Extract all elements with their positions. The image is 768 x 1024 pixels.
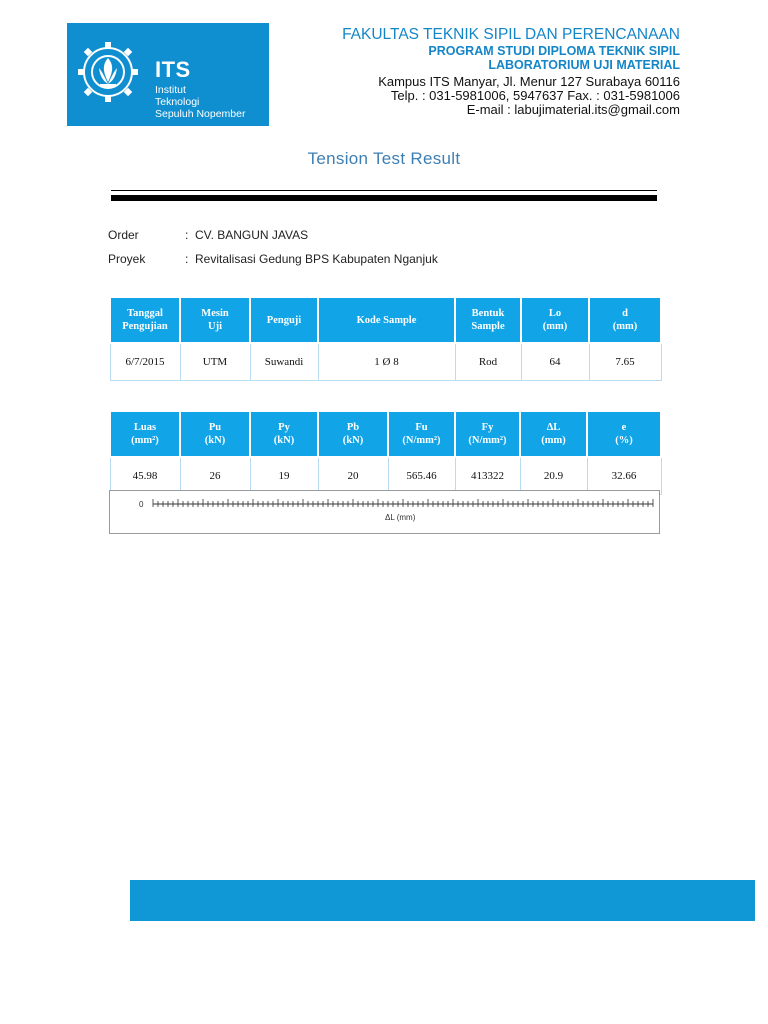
header-email: E-mail : labujimaterial.its@gmail.com xyxy=(466,102,680,117)
header-e: e (%) xyxy=(587,411,661,457)
elongation-graph-strip xyxy=(109,490,660,534)
order-value: CV. BANGUN JAVAS xyxy=(195,228,309,242)
cell-tanggal: 6/7/2015 xyxy=(110,343,180,381)
its-logo xyxy=(67,23,269,126)
proyek-separator: : xyxy=(185,252,189,266)
header-lo: Lo (mm) xyxy=(521,297,589,343)
cell-delta-l: 20.9 xyxy=(520,457,587,495)
brand-name: ITS xyxy=(155,57,191,82)
header-program: PROGRAM STUDI DIPLOMA TEKNIK SIPIL xyxy=(428,44,680,58)
title-rule-thick xyxy=(111,195,657,201)
header-address: Kampus ITS Manyar, Jl. Menur 127 Surabaya 60116 xyxy=(378,74,680,89)
proyek-value: Revitalisasi Gedung BPS Kabupaten Nganjuk xyxy=(195,252,438,266)
brand-line-3: Sepuluh Nopember xyxy=(155,108,246,120)
header-fu: Fu (N/mm²) xyxy=(388,411,455,457)
proyek-row xyxy=(108,252,438,266)
cell-pu: 26 xyxy=(180,457,250,495)
header-faculty: FAKULTAS TEKNIK SIPIL DAN PERENCANAAN xyxy=(342,26,680,43)
cell-e: 32.66 xyxy=(587,457,661,495)
cell-py: 19 xyxy=(250,457,318,495)
order-row xyxy=(108,228,308,242)
brand-line-1: Institut xyxy=(155,84,186,96)
cell-lo: 64 xyxy=(521,343,589,381)
header-fy: Fy (N/mm²) xyxy=(455,411,520,457)
proyek-label: Proyek xyxy=(108,252,146,266)
cell-penguji: Suwandi xyxy=(250,343,318,381)
table-row xyxy=(110,457,661,495)
footer-bar xyxy=(130,880,755,921)
header-lab: LABORATORIUM UJI MATERIAL xyxy=(488,58,680,72)
brand-fullname xyxy=(155,84,245,120)
graph-ticks xyxy=(153,499,653,507)
cell-kode-sample: 1 Ø 8 xyxy=(318,343,455,381)
graph-frame xyxy=(110,491,660,534)
header-py: Py (kN) xyxy=(250,411,318,457)
page-title: Tension Test Result xyxy=(307,149,461,168)
cell-d: 7.65 xyxy=(589,343,661,381)
header-tanggal-pengujian: Tanggal Pengujian xyxy=(110,297,180,343)
cell-fu: 565.46 xyxy=(388,457,455,495)
header-kode-sample: Kode Sample xyxy=(318,297,455,343)
cell-pb: 20 xyxy=(318,457,388,495)
cell-fy: 413322 xyxy=(455,457,520,495)
test-results-header-row xyxy=(110,411,661,457)
header-penguji: Penguji xyxy=(250,297,318,343)
order-separator: : xyxy=(185,228,189,242)
header-luas: Luas (mm²) xyxy=(110,411,180,457)
order-label: Order xyxy=(108,228,139,242)
header-delta-l: ΔL (mm) xyxy=(520,411,587,457)
brand-line-2: Teknologi xyxy=(155,96,200,108)
title-rule-thin xyxy=(111,190,657,191)
graph-axis-label: ΔL (mm) xyxy=(385,513,416,522)
its-emblem-icon xyxy=(75,38,141,106)
header-pu: Pu (kN) xyxy=(180,411,250,457)
graph-origin-label: 0 xyxy=(139,500,144,509)
test-results-table xyxy=(109,410,662,495)
cell-bentuk: Rod xyxy=(455,343,521,381)
test-info-header-row xyxy=(110,297,661,343)
test-info-table xyxy=(109,296,662,381)
cell-luas: 45.98 xyxy=(110,457,180,495)
header-pb: Pb (kN) xyxy=(318,411,388,457)
table-row xyxy=(110,343,661,381)
header-telephone: Telp. : 031-5981006, 5947637 Fax. : 031-5981006 xyxy=(390,88,680,103)
cell-mesin: UTM xyxy=(180,343,250,381)
header-d: d (mm) xyxy=(589,297,661,343)
header-bentuk-sample: Bentuk Sample xyxy=(455,297,521,343)
header-mesin-uji: Mesin Uji xyxy=(180,297,250,343)
